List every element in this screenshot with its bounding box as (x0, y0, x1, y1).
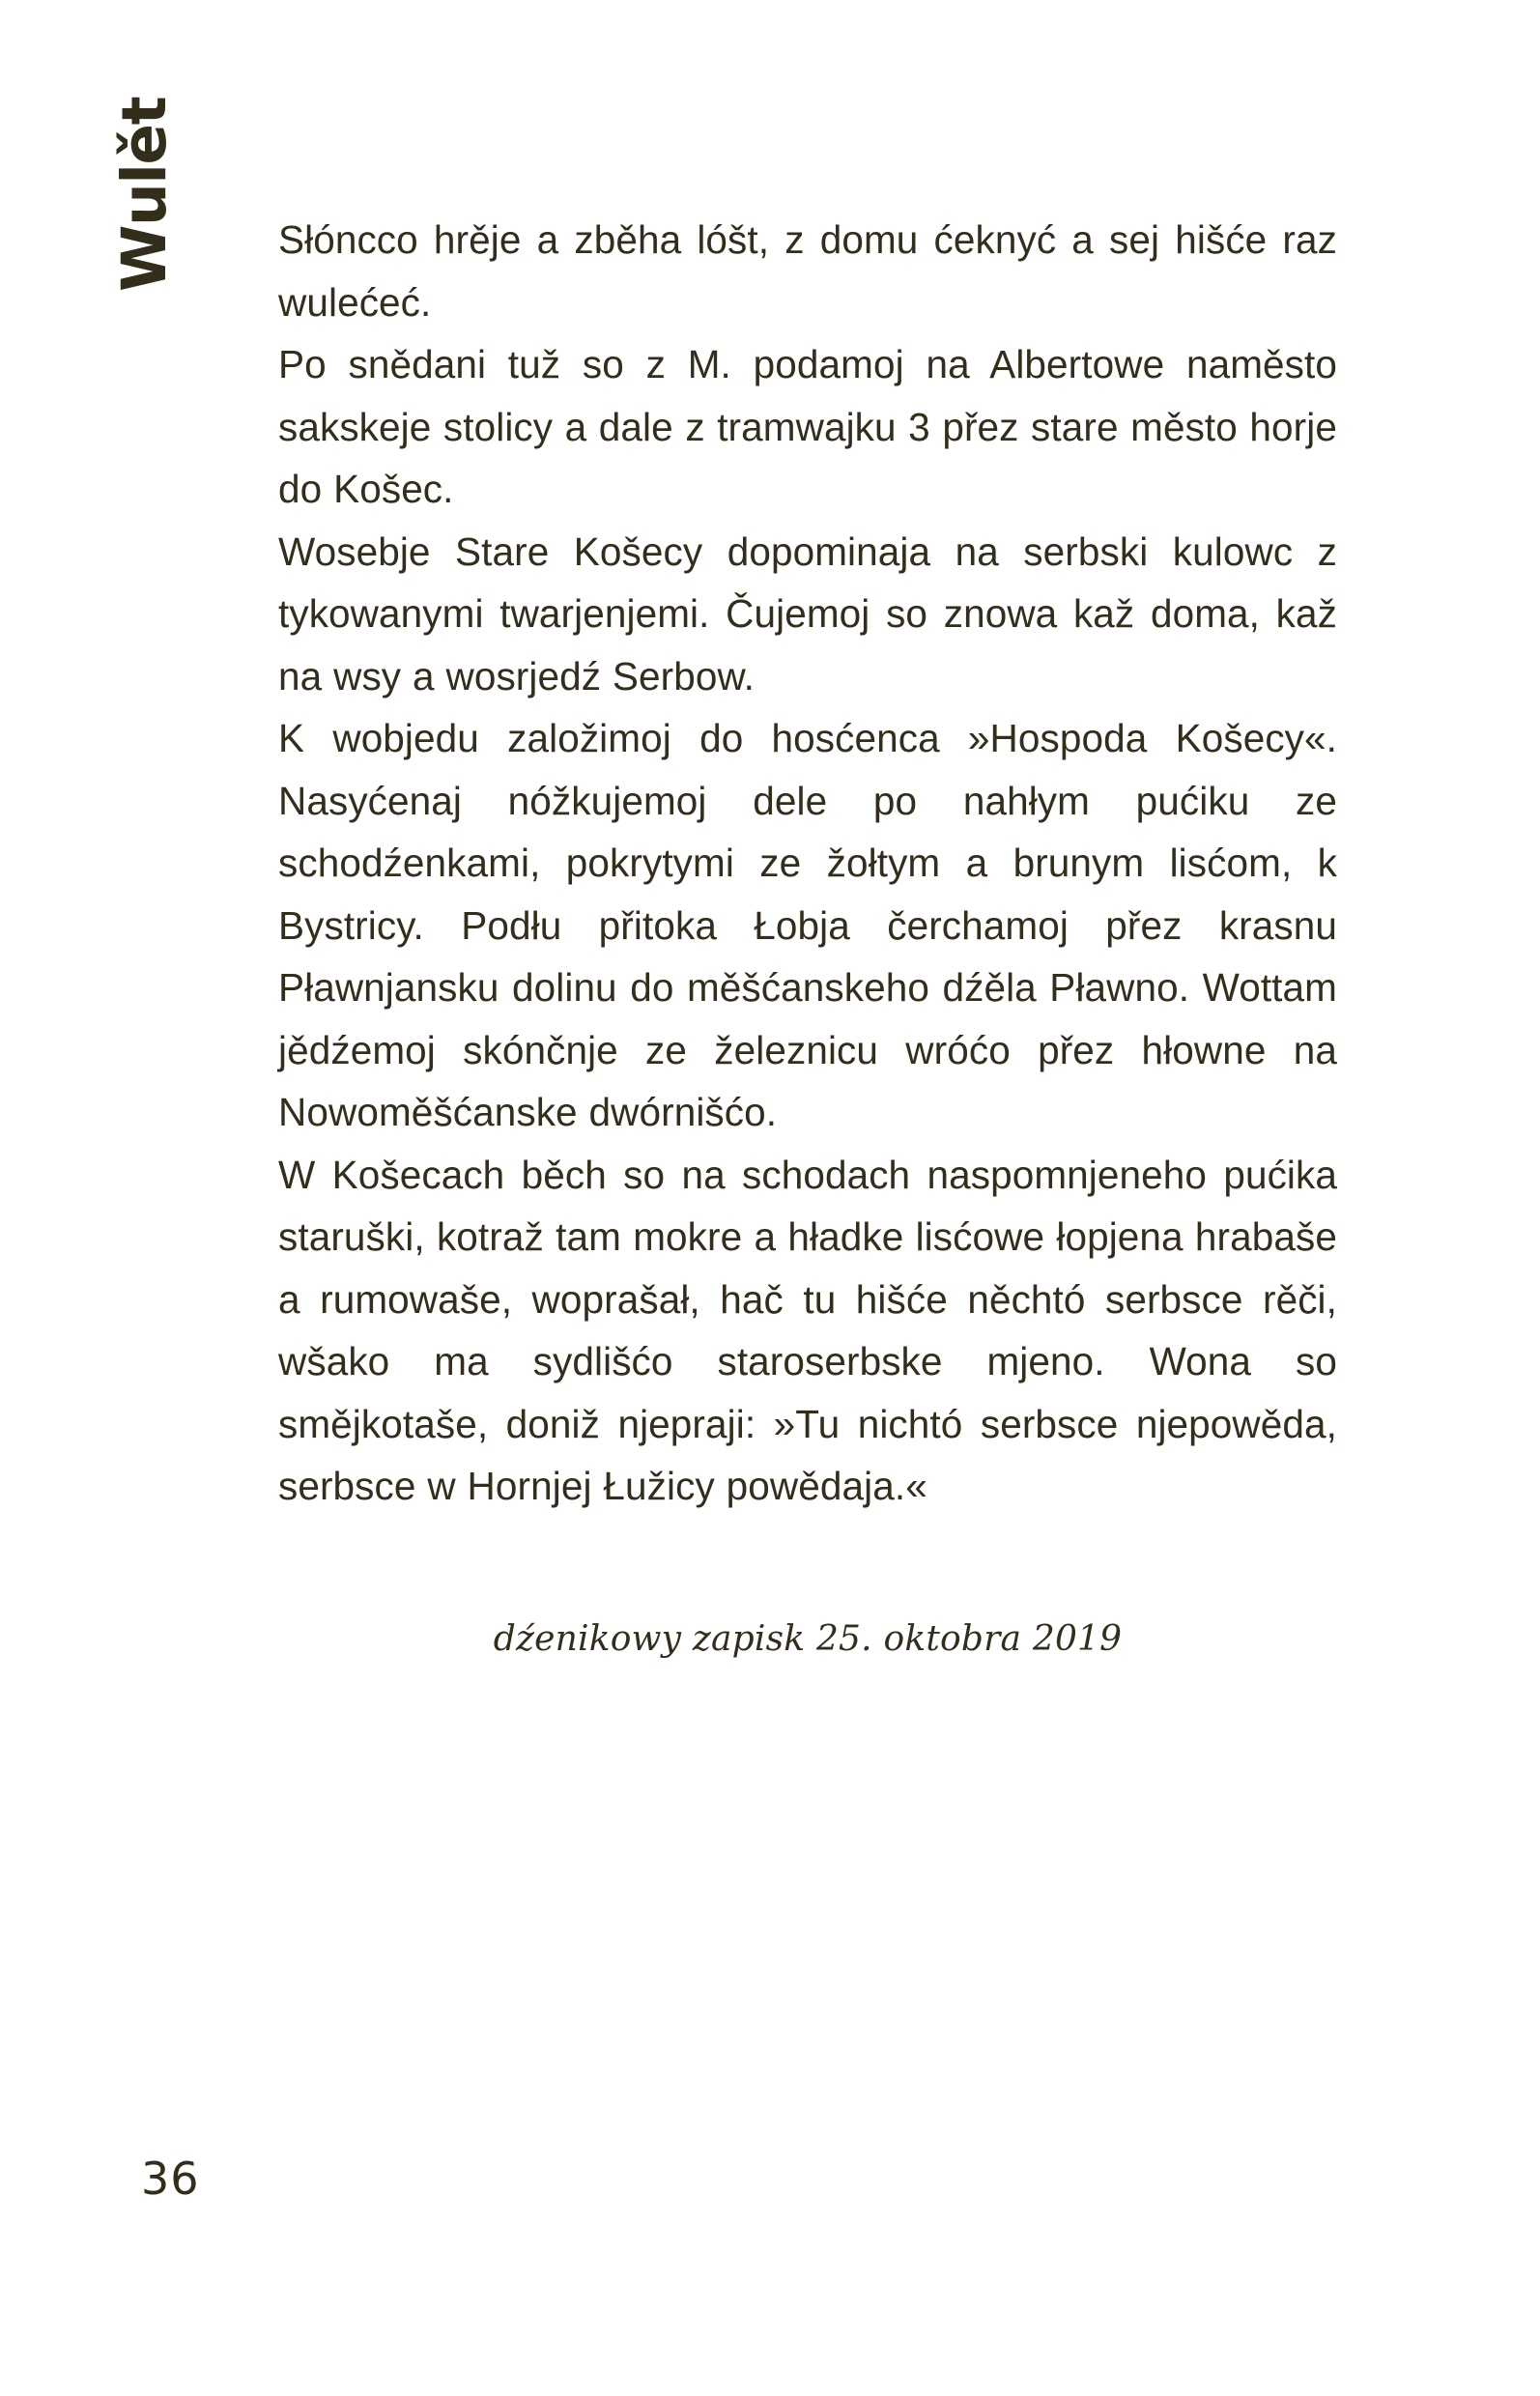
paragraph: Po snědani tuž so z M. podamoj na Albertowe naměsto sakskeje stolicy a dale z tramwajku 3 přez stare město horje do Košec. (278, 342, 1337, 511)
running-head-label: Wulět (109, 97, 180, 292)
running-head (109, 0, 207, 292)
paragraph: K wobjedu založimoj do hosćenca »Hospoda Košecy«. Nasyćenaj nóžkujemoj dele po nahłym pućiku ze schodźenkami, pokrytymi ze žołtym a brunym lisćom, k Bystricy. Podłu přitoka Łobja čerchamoj přez krasnu Pławnjansku dolinu do měšćanskeho dźěla Pławno. Wottam jědźemoj skónčnje ze železnicu wróćo přez hłowne na Nowoměšćanske dwórnišćo. (278, 716, 1337, 1134)
caption-text: dźenikowy zapisk 25. oktobra 2019 (493, 1619, 1123, 1659)
diary-entry-caption (278, 1617, 1337, 1662)
paragraph: W Košecach běch so na schodach naspomnjeneho pućika staruški, kotraž tam mokre a hładke lisćowe łopjena hrabaše a rumowaše, woprašał, hač tu hišće něchtó serbsce rěči, wšako ma sydlišćo staroserbske mjeno. Wona so smějkotaše, doniž njepraji: »Tu nichtó serbsce njepowěda, serbsce w Hornjej Łužicy powědaja.« (278, 1152, 1337, 1508)
paragraph: Wosebje Stare Košecy dopominaja na serbski kulowc z tykowanymi twarjenjemi. Čujemoj so znowa kaž doma, kaž na wsy a wosrjedź Serbow. (278, 528, 1337, 699)
paragraph: Słóncco hrěje a zběha lóšt, z domu ćeknyć a sej hišće raz wulećeć. (278, 217, 1337, 325)
page-number (141, 2153, 200, 2205)
page-number-value: 36 (141, 2153, 200, 2205)
body-text-column (278, 209, 1337, 1518)
